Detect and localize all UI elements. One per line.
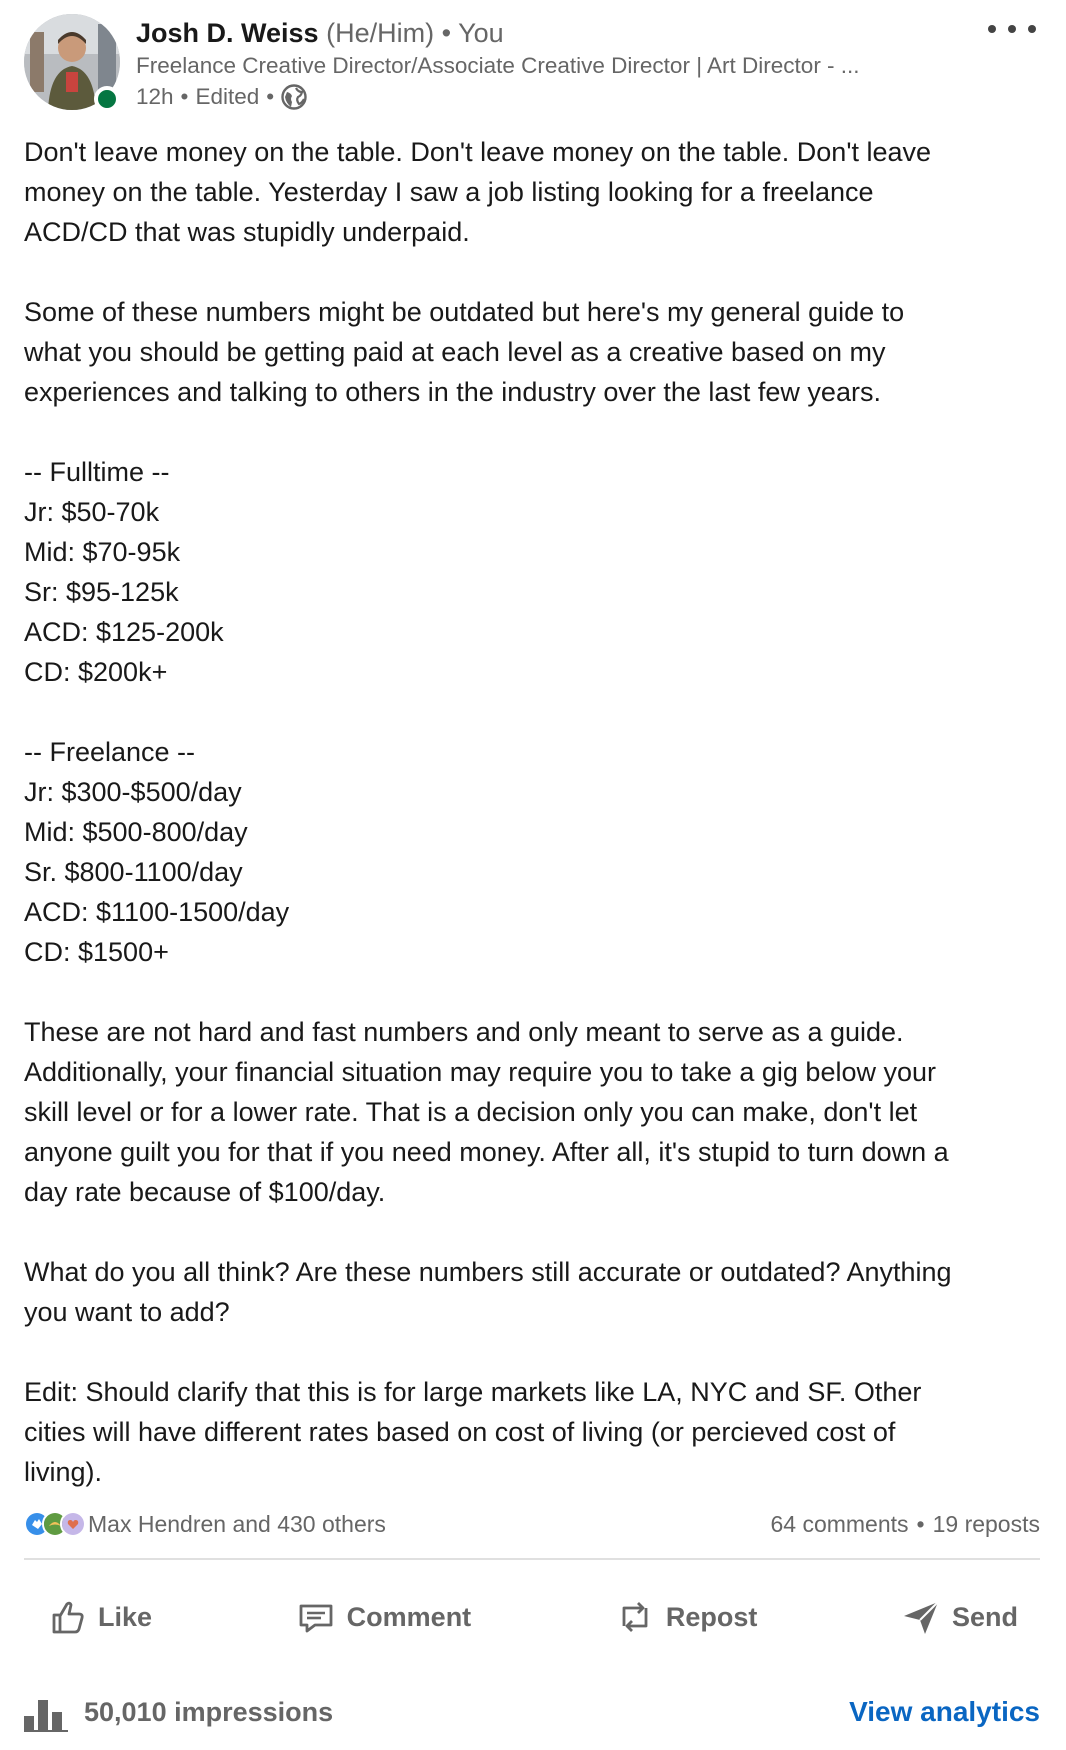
author-avatar[interactable] bbox=[24, 14, 120, 110]
impressions-summary bbox=[24, 1692, 333, 1732]
paragraph-freelance-rates bbox=[24, 732, 1044, 972]
text-line: What do you all think? Are these numbers still accurate or outdated? Anything bbox=[24, 1257, 952, 1287]
text-line: CD: $200k+ bbox=[24, 657, 168, 687]
author-name[interactable]: Josh D. Weiss bbox=[136, 18, 319, 48]
post-time: 12h bbox=[136, 84, 174, 109]
name-line bbox=[136, 16, 996, 50]
text-line: Jr: $300-$500/day bbox=[24, 777, 242, 807]
text-line: These are not hard and fast numbers and only meant to serve as a guide. bbox=[24, 1017, 904, 1047]
repost-icon bbox=[614, 1596, 656, 1638]
author-info bbox=[136, 16, 996, 112]
text-line: Mid: $70-95k bbox=[24, 537, 181, 567]
globe-icon bbox=[281, 84, 307, 110]
dot-icon bbox=[1028, 25, 1036, 33]
reaction-icons bbox=[24, 1511, 78, 1537]
analytics-bar bbox=[24, 1688, 1040, 1736]
paragraph-question bbox=[24, 1252, 1044, 1332]
paragraph-edit bbox=[24, 1372, 1044, 1492]
engagement-counts bbox=[770, 1511, 1040, 1538]
send-label: Send bbox=[951, 1601, 1018, 1632]
text-line: anyone guilt you for that if you need money. After all, it's stupid to turn down a bbox=[24, 1137, 949, 1167]
counts-separator: • bbox=[916, 1510, 925, 1537]
comment-label: Comment bbox=[346, 1601, 472, 1632]
text-line: Additionally, your financial situation may require you to take a gig below your bbox=[24, 1057, 937, 1087]
text-line: you want to add? bbox=[24, 1297, 230, 1327]
text-line: cities will have different rates based on cost of living (or percieved cost of bbox=[24, 1417, 896, 1447]
analytics-bar-icon bbox=[24, 1692, 68, 1732]
text-line: skill level or for a lower rate. That is a decision only you can make, don't let bbox=[24, 1097, 918, 1127]
more-options-button[interactable] bbox=[988, 14, 1036, 44]
paragraph-guide bbox=[24, 292, 1044, 412]
text-line: day rate because of $100/day. bbox=[24, 1177, 386, 1207]
text-line: Edit: Should clarify that this is for large markets like LA, NYC and SF. Other bbox=[24, 1377, 922, 1407]
text-line: Sr. $800-1100/day bbox=[24, 857, 243, 887]
comment-icon bbox=[295, 1596, 337, 1638]
edited-label: Edited bbox=[195, 84, 260, 109]
like-button[interactable] bbox=[24, 1584, 174, 1650]
send-button[interactable] bbox=[878, 1584, 1040, 1650]
post-header bbox=[24, 14, 1044, 114]
post-text bbox=[24, 132, 1044, 1492]
love-icon bbox=[60, 1511, 86, 1537]
reactions-summary[interactable] bbox=[24, 1511, 386, 1538]
dot-icon bbox=[1008, 25, 1016, 33]
meta-separator: • bbox=[266, 84, 275, 109]
text-line: experiences and talking to others in the industry over the last few years. bbox=[24, 377, 881, 407]
online-status-dot bbox=[94, 86, 120, 112]
text-line: living). bbox=[24, 1457, 103, 1487]
text-line: ACD: $1100-1500/day bbox=[24, 897, 290, 927]
text-line: ACD: $125-200k bbox=[24, 617, 224, 647]
impressions-count: 50,010 impressions bbox=[84, 1696, 334, 1727]
text-line: what you should be getting paid at each level as a creative based on my bbox=[24, 337, 886, 367]
like-label: Like bbox=[98, 1601, 153, 1632]
view-analytics-link[interactable]: View analytics bbox=[849, 1696, 1040, 1727]
action-bar bbox=[24, 1578, 1040, 1656]
reactions-text: Max Hendren and 430 others bbox=[88, 1510, 386, 1537]
comment-button[interactable] bbox=[273, 1584, 494, 1650]
text-line: -- Fulltime -- bbox=[24, 457, 170, 487]
text-line: ACD/CD that was stupidly underpaid. bbox=[24, 217, 470, 247]
text-line: -- Freelance -- bbox=[24, 737, 196, 767]
text-line: CD: $1500+ bbox=[24, 937, 169, 967]
reposts-count[interactable]: 19 reposts bbox=[932, 1510, 1040, 1537]
text-line: Some of these numbers might be outdated but here's my general guide to bbox=[24, 297, 905, 327]
repost-button[interactable] bbox=[592, 1584, 780, 1650]
text-line: money on the table. Yesterday I saw a job listing looking for a freelance bbox=[24, 177, 874, 207]
text-line: Mid: $500-800/day bbox=[24, 817, 248, 847]
text-line: Jr: $50-70k bbox=[24, 497, 160, 527]
paragraph-fulltime-rates bbox=[24, 452, 1044, 692]
author-pronouns: (He/Him) bbox=[326, 18, 435, 48]
name-separator: • bbox=[441, 18, 452, 48]
social-counts bbox=[24, 1506, 1040, 1542]
post-meta bbox=[136, 82, 996, 112]
paragraph-disclaimer bbox=[24, 1012, 1044, 1212]
paragraph-intro bbox=[24, 132, 1044, 252]
relation-label: You bbox=[458, 18, 504, 48]
comments-count[interactable]: 64 comments bbox=[770, 1510, 909, 1537]
meta-separator: • bbox=[180, 84, 189, 109]
like-icon bbox=[46, 1596, 88, 1638]
text-line: Sr: $95-125k bbox=[24, 577, 179, 607]
send-icon bbox=[900, 1596, 942, 1638]
repost-label: Repost bbox=[665, 1601, 758, 1632]
author-headline: Freelance Creative Director/Associate Creative Director | Art Director - ... bbox=[136, 53, 860, 78]
text-line: Don't leave money on the table. Don't leave money on the table. Don't leave bbox=[24, 137, 932, 167]
dot-icon bbox=[988, 25, 996, 33]
divider bbox=[24, 1558, 1040, 1560]
